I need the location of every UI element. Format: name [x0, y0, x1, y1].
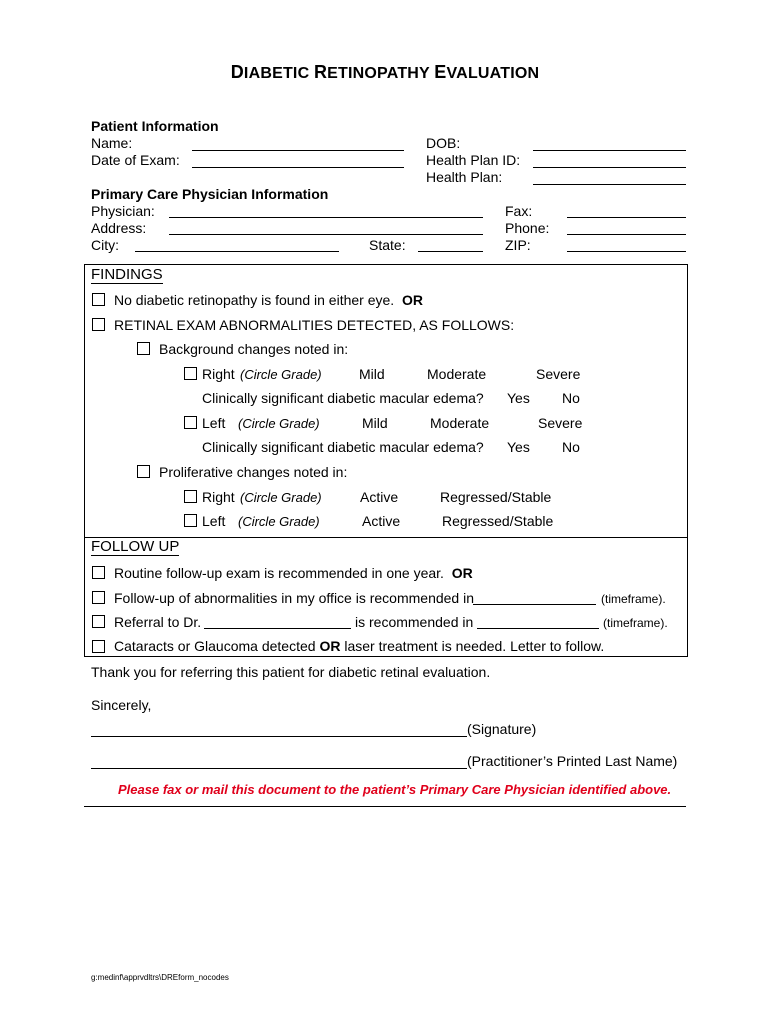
printed-name-line[interactable] [91, 768, 467, 769]
cataract-label-b: laser treatment is needed. Letter to follow. [344, 638, 605, 654]
grade-moderate[interactable]: Moderate [427, 366, 487, 382]
proliferative-checkbox[interactable] [137, 465, 150, 478]
city-label: City: [91, 237, 119, 253]
dob-field[interactable] [533, 150, 686, 151]
no-dr-text [114, 292, 423, 308]
title-part: D [230, 62, 244, 82]
date-exam-label: Date of Exam: [91, 152, 180, 168]
physician-label: Physician: [91, 203, 155, 219]
plan-id-label: Health Plan ID: [426, 152, 521, 168]
zip-label: ZIP: [505, 237, 531, 253]
or-label: OR [451, 565, 473, 581]
abnormal-checkbox[interactable] [92, 318, 105, 331]
referral-timeframe-field[interactable] [477, 628, 599, 629]
dob-label: DOB: [426, 135, 461, 151]
timeframe-note: (timeframe). [603, 616, 668, 630]
pr-left-label: Left [202, 513, 226, 529]
grade-regressed[interactable]: Regressed/Stable [440, 489, 552, 505]
bottom-divider [84, 806, 686, 807]
csme-no[interactable]: No [562, 390, 580, 406]
office-checkbox[interactable] [92, 591, 105, 604]
pcp-heading: Primary Care Physician Information [91, 186, 329, 202]
csme-yes[interactable]: Yes [507, 439, 530, 455]
office-timeframe-field[interactable] [473, 604, 596, 605]
findings-heading-text: FINDINGS [91, 266, 163, 283]
pr-right-checkbox[interactable] [184, 490, 197, 503]
grade-mild[interactable]: Mild [359, 366, 385, 382]
circle-grade-note: (Circle Grade) [238, 416, 320, 431]
cataract-text [114, 638, 604, 654]
footer-path: g:medinf\apprvdltrs\DREform_nocodes [91, 973, 229, 982]
physician-field[interactable] [169, 217, 483, 218]
address-field[interactable] [169, 234, 483, 235]
plan-field[interactable] [533, 184, 686, 185]
followup-heading-text: FOLLOW UP [91, 538, 180, 555]
background-checkbox[interactable] [137, 342, 150, 355]
circle-grade-note: (Circle Grade) [240, 490, 322, 505]
sincerely-text: Sincerely, [91, 697, 152, 713]
grade-regressed[interactable]: Regressed/Stable [442, 513, 554, 529]
printed-name-label: (Practitioner’s Printed Last Name) [467, 753, 678, 769]
or-label: OR [319, 638, 341, 654]
csme-question: Clinically significant diabetic macular edema? [202, 439, 484, 455]
fax-notice: Please fax or mail this document to the patient’s Primary Care Physician identified above. [118, 782, 672, 797]
cataract-checkbox[interactable] [92, 640, 105, 653]
bg-right-checkbox[interactable] [184, 367, 197, 380]
state-label: State: [369, 237, 406, 253]
fax-field[interactable] [567, 217, 686, 218]
grade-mild[interactable]: Mild [362, 415, 388, 431]
bg-left-checkbox[interactable] [184, 416, 197, 429]
referral-doctor-field[interactable] [204, 628, 351, 629]
title-part: R [313, 62, 328, 82]
timeframe-note: (timeframe). [601, 592, 666, 606]
csme-yes[interactable]: Yes [507, 390, 530, 406]
routine-label: Routine follow-up exam is recommended in one year. [114, 565, 444, 581]
plan-id-field[interactable] [533, 167, 686, 168]
title-part: E [434, 62, 447, 82]
circle-grade-note: (Circle Grade) [238, 514, 320, 529]
phone-field[interactable] [567, 234, 686, 235]
background-label: Background changes noted in: [159, 341, 349, 357]
title-part: VALUATION [446, 65, 540, 82]
title-part: IABETIC [243, 65, 314, 82]
csme-question: Clinically significant diabetic macular edema? [202, 390, 484, 406]
phone-label: Phone: [505, 220, 550, 236]
routine-text [114, 565, 473, 581]
signature-line[interactable] [91, 736, 467, 737]
findings-heading [91, 266, 163, 283]
zip-field[interactable] [567, 251, 686, 252]
referral-checkbox[interactable] [92, 615, 105, 628]
thanks-text: Thank you for referring this patient for diabetic retinal evaluation. [91, 664, 491, 680]
page-title [0, 62, 770, 83]
signature-label: (Signature) [467, 721, 537, 737]
fax-label: Fax: [505, 203, 533, 219]
name-field[interactable] [192, 150, 404, 151]
bg-left-label: Left [202, 415, 226, 431]
no-dr-label: No diabetic retinopathy is found in either eye. [114, 292, 395, 308]
name-label: Name: [91, 135, 133, 151]
followup-heading [91, 538, 179, 555]
pr-right-label: Right [202, 489, 235, 505]
cataract-label: Cataracts or Glaucoma detected [114, 638, 316, 654]
date-exam-field[interactable] [192, 167, 404, 168]
plan-label: Health Plan: [426, 169, 503, 185]
grade-severe[interactable]: Severe [536, 366, 581, 382]
grade-severe[interactable]: Severe [538, 415, 583, 431]
pr-left-checkbox[interactable] [184, 514, 197, 527]
proliferative-label: Proliferative changes noted in: [159, 464, 348, 480]
grade-moderate[interactable]: Moderate [430, 415, 490, 431]
city-field[interactable] [135, 251, 339, 252]
bg-right-label: Right [202, 366, 235, 382]
referral-recommended-label: is recommended in [355, 614, 474, 630]
grade-active[interactable]: Active [360, 489, 399, 505]
no-dr-checkbox[interactable] [92, 293, 105, 306]
office-label: Follow-up of abnormalities in my office is recommended in [114, 590, 475, 606]
or-label: OR [401, 292, 423, 308]
referral-label: Referral to Dr. [114, 614, 202, 630]
grade-active[interactable]: Active [362, 513, 401, 529]
title-part: ETINOPATHY [327, 65, 435, 82]
csme-no[interactable]: No [562, 439, 580, 455]
circle-grade-note: (Circle Grade) [240, 367, 322, 382]
routine-checkbox[interactable] [92, 566, 105, 579]
address-label: Address: [91, 220, 147, 236]
abnormal-label: RETINAL EXAM ABNORMALITIES DETECTED, AS FOLLOWS: [114, 317, 515, 333]
patient-info-heading: Patient Information [91, 118, 219, 134]
state-field[interactable] [418, 251, 483, 252]
